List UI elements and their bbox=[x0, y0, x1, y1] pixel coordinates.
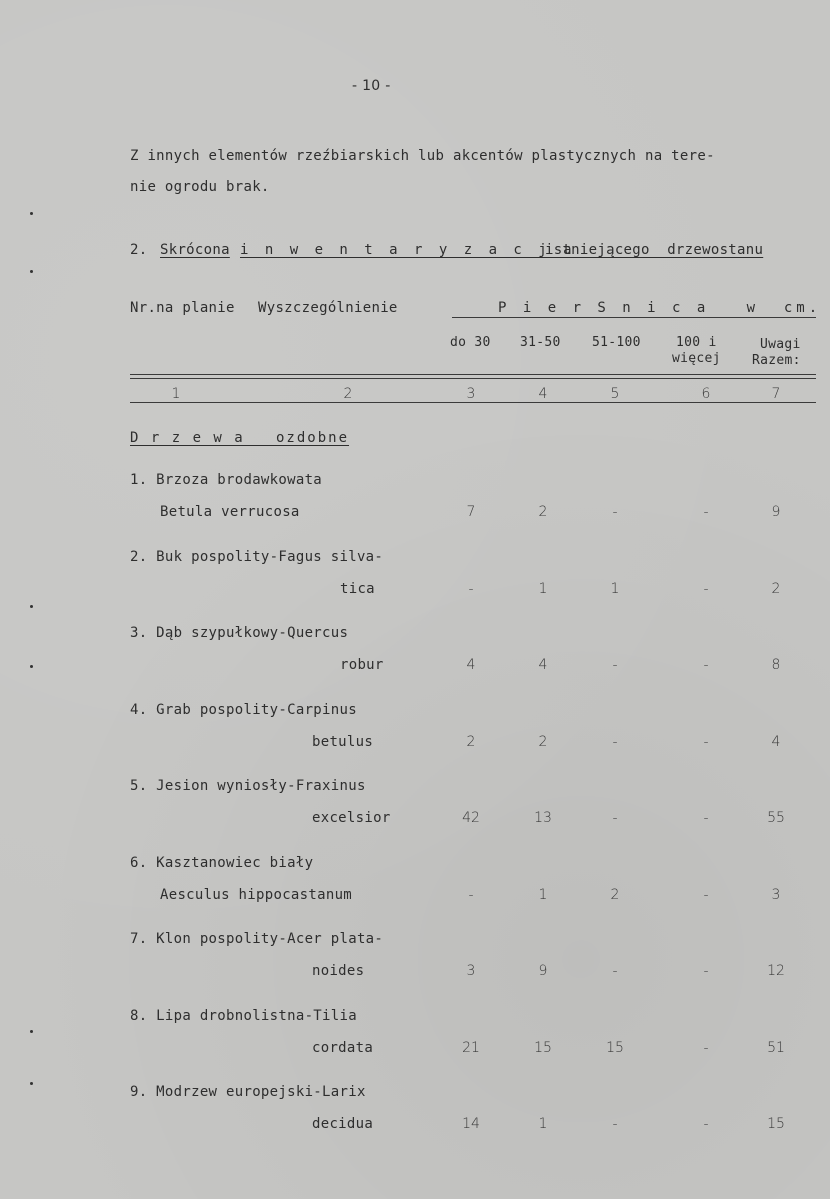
row-value: 42 bbox=[462, 810, 480, 826]
row-value: - bbox=[612, 963, 618, 979]
row-latin-name: cordata bbox=[312, 1039, 374, 1056]
index-6: 6 bbox=[701, 386, 711, 402]
row-name: 1. Brzoza brodawkowata bbox=[130, 472, 323, 488]
header-group-rule bbox=[452, 317, 816, 318]
row-value: - bbox=[703, 1116, 709, 1132]
row-value: - bbox=[468, 886, 474, 903]
row-value: 2 bbox=[538, 504, 548, 520]
margin-mark bbox=[30, 270, 33, 273]
margin-mark bbox=[30, 1030, 33, 1033]
index-3: 3 bbox=[466, 386, 476, 402]
row-latin-name: noides bbox=[312, 963, 365, 979]
row-value: 2 bbox=[610, 886, 620, 903]
sub-col-4a: 100 i bbox=[676, 335, 717, 350]
header-description: Wyszczególnienie bbox=[258, 300, 398, 316]
margin-mark bbox=[30, 665, 33, 668]
row-value: 1 bbox=[538, 1116, 548, 1132]
row-name: 9. Modrzew europejski-Larix bbox=[130, 1084, 366, 1100]
row-value: 51 bbox=[767, 1039, 785, 1056]
row-value: - bbox=[703, 504, 709, 520]
row-value: 4 bbox=[771, 733, 781, 750]
row-name: 6. Kasztanowiec biały bbox=[130, 854, 314, 871]
sub-col-5b: Razem: bbox=[752, 353, 801, 368]
row-value: 4 bbox=[466, 657, 476, 673]
section-title-b: i n w e n t a r y z a c j a bbox=[240, 242, 576, 258]
row-latin-name: tica bbox=[340, 580, 375, 597]
row-value: 1 bbox=[538, 886, 548, 903]
header-rule-1 bbox=[130, 374, 816, 375]
row-value: 55 bbox=[767, 810, 785, 826]
row-value: 13 bbox=[534, 810, 552, 826]
row-value: - bbox=[612, 657, 618, 673]
row-value: 2 bbox=[538, 733, 548, 750]
row-value: - bbox=[612, 733, 618, 750]
row-latin-name: robur bbox=[340, 657, 384, 673]
margin-mark bbox=[30, 1082, 33, 1085]
row-value: 1 bbox=[538, 580, 548, 597]
row-value: 2 bbox=[771, 580, 781, 597]
section-title-c: istniejącego drzewostanu bbox=[545, 242, 764, 258]
row-value: 3 bbox=[466, 963, 476, 979]
row-value: 8 bbox=[771, 657, 781, 673]
row-latin-name: excelsior bbox=[312, 810, 391, 826]
intro-line-1: Z innych elementów rzeźbiarskich lub akcentów plastycznych na tere- bbox=[130, 148, 715, 164]
index-4: 4 bbox=[538, 386, 548, 402]
row-value: - bbox=[612, 504, 618, 520]
row-value: 3 bbox=[771, 886, 781, 903]
row-value: 15 bbox=[767, 1116, 785, 1132]
header-group: P i e r S n i c a w cm. bbox=[498, 300, 822, 316]
margin-mark bbox=[30, 212, 33, 215]
margin-mark bbox=[30, 605, 33, 608]
row-value: - bbox=[612, 1116, 618, 1132]
row-value: - bbox=[703, 886, 709, 903]
sub-col-4b: więcej bbox=[672, 351, 721, 366]
row-latin-name: betulus bbox=[312, 733, 374, 750]
row-name: 7. Klon pospolity-Acer plata- bbox=[130, 931, 384, 947]
row-value: - bbox=[612, 810, 618, 826]
row-name: 2. Buk pospolity-Fagus silva- bbox=[130, 548, 384, 565]
row-value: - bbox=[703, 733, 709, 750]
category-label: D r z e w a ozdobne bbox=[130, 430, 350, 446]
row-value: - bbox=[703, 657, 709, 673]
intro-line-2: nie ogrodu brak. bbox=[130, 179, 270, 195]
row-latin-name: decidua bbox=[312, 1116, 374, 1132]
row-value: 15 bbox=[534, 1039, 552, 1056]
row-value: 1 bbox=[610, 580, 620, 597]
row-value: - bbox=[703, 580, 709, 597]
row-value: 2 bbox=[466, 733, 476, 750]
row-value: 7 bbox=[466, 504, 476, 520]
header-nr: Nr.na planie bbox=[130, 300, 235, 316]
row-value: 15 bbox=[606, 1039, 624, 1056]
row-value: - bbox=[703, 1039, 709, 1056]
index-rule bbox=[130, 402, 816, 403]
row-value: 12 bbox=[767, 963, 785, 979]
section-number: 2. bbox=[130, 242, 148, 258]
row-value: - bbox=[703, 963, 709, 979]
row-value: 9 bbox=[538, 963, 548, 979]
section-title-a: Skrócona bbox=[160, 242, 230, 258]
row-value: 4 bbox=[538, 657, 548, 673]
index-2: 2 bbox=[343, 386, 353, 402]
row-latin-name: Betula verrucosa bbox=[160, 504, 300, 520]
sub-col-3: 51-100 bbox=[592, 335, 641, 350]
row-value: 21 bbox=[462, 1039, 480, 1056]
row-value: - bbox=[468, 580, 474, 597]
row-name: 5. Jesion wyniosły-Fraxinus bbox=[130, 778, 366, 794]
sub-col-2: 31-50 bbox=[520, 335, 561, 350]
index-7: 7 bbox=[771, 386, 781, 402]
row-value: 9 bbox=[771, 504, 781, 520]
page-number: - 10 - bbox=[352, 78, 391, 94]
header-rule-2 bbox=[130, 378, 816, 379]
row-value: - bbox=[703, 810, 709, 826]
row-name: 3. Dąb szypułkowy-Quercus bbox=[130, 625, 349, 641]
row-name: 8. Lipa drobnolistna-Tilia bbox=[130, 1007, 357, 1024]
sub-col-5a: Uwagi bbox=[760, 337, 801, 352]
index-5: 5 bbox=[610, 386, 620, 402]
index-1: 1 bbox=[171, 386, 181, 402]
row-latin-name: Aesculus hippocastanum bbox=[160, 886, 353, 903]
sub-col-1: do 30 bbox=[450, 335, 491, 350]
row-name: 4. Grab pospolity-Carpinus bbox=[130, 701, 357, 718]
row-value: 14 bbox=[462, 1116, 480, 1132]
